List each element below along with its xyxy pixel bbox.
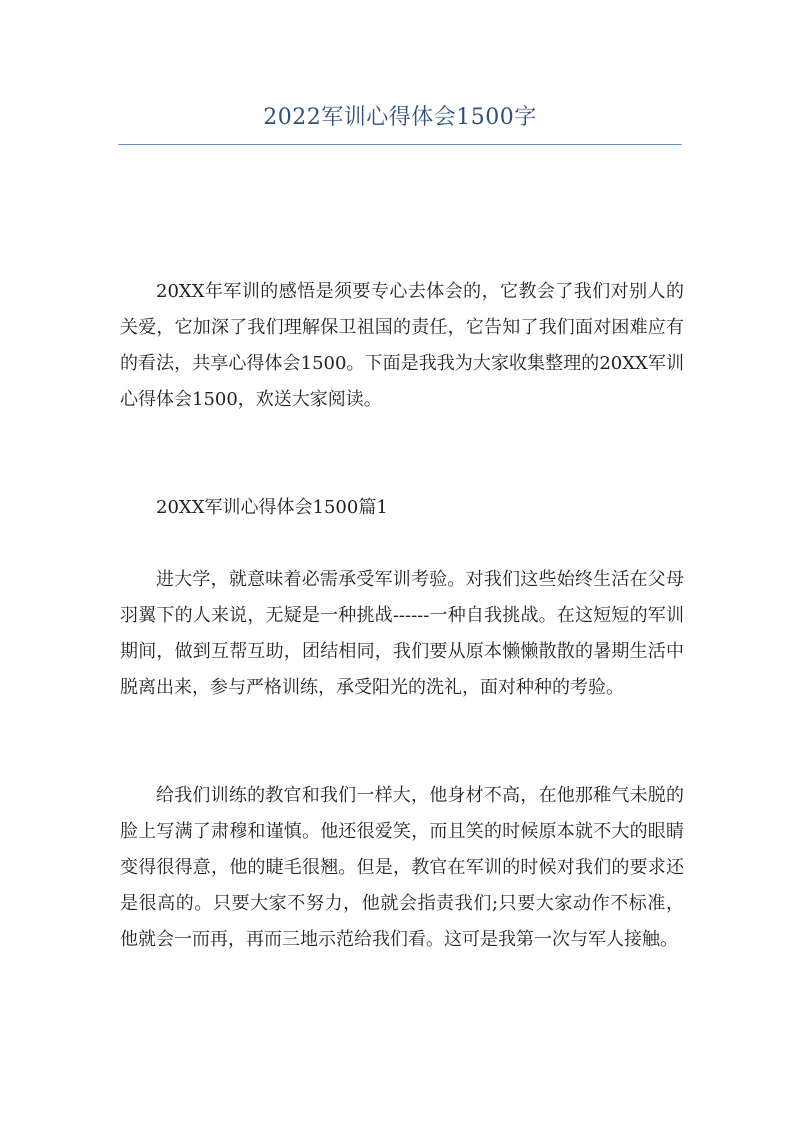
body-paragraph-1: 进大学，就意味着必需承受军训考验。对我们这些始终生活在父母羽翼下的人来说，无疑是一种挑战------一种自我挑战。在这短短的军训期间，做到互帮互助，团结相同，我们要从原本懒懒散散的暑期生活中脱离出来，参与严格训练，承受阳光的洗礼，面对种种的考验。 [120, 569, 684, 698]
document-header [118, 98, 682, 138]
body-paragraph-2: 给我们训练的教官和我们一样大，他身材不高，在他那稚气未脱的脸上写满了肃穆和谨慎。他还很爱笑，而且笑的时候原本就不大的眼睛变得很得意，他的睫毛很翘。但是，教官在军训的时候对我们的要求还是很高的。只要大家不努力，他就会指责我们;只要大家动作不标准，他就会一而再，再而三地示范给我们看。这可是我第一次与军人接触。 [120, 785, 684, 950]
intro-paragraph: 20XX年军训的感悟是须要专心去体会的，它教会了我们对别人的关爱，它加深了我们理解保卫祖国的责任，它告知了我们面对困难应有的看法，共享心得体会1500。下面是我我为大家收集整理的20XX军训心得体会1500，欢送大家阅读。 [120, 281, 684, 410]
section-heading: 20XX军训心得体会1500篇1 [156, 497, 388, 518]
document-title: 2022军训心得体会1500字 [263, 105, 537, 130]
header-divider [118, 144, 682, 145]
